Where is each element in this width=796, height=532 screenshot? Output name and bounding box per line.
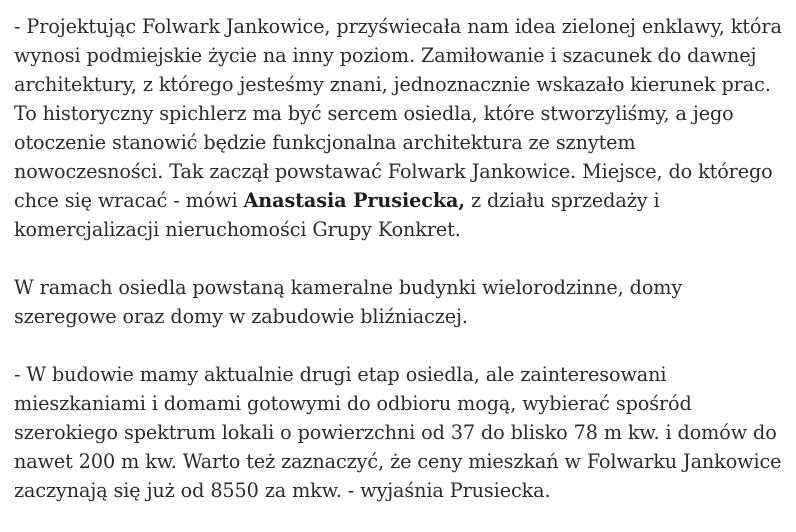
article-body — [14, 12, 789, 505]
paragraph-1-text-before: - Projektując Folwark Jankowice, przyświecała nam idea zielonej enklawy, która wynosi podmiejskie życie na inny poziom. Zamiłowanie i szacunek do dawnej architektury, z którego jesteśmy znani, jednoznacznie wskazało kierunek prac. To historyczny spichlerz ma być sercem osiedla, które stworzyliśmy, a jego otoczenie stanowić będzie funkcjonalna architektura ze sznytem nowoczesności. Tak zaczął powstawać Folwark Jankowice. Miejsce, do którego chce się wracać - mówi — [14, 15, 782, 212]
paragraph-1-text-after: z działu sprzedaży i komercjalizacji nieruchomości Grupy Konkret. — [14, 189, 660, 241]
speaker-name: Anastasia Prusiecka, — [243, 189, 465, 212]
paragraph-quote-prusiecka — [14, 12, 789, 244]
paragraph-building-types: W ramach osiedla powstaną kameralne budynki wielorodzinne, domy szeregowe oraz domy w zabudowie bliźniaczej. — [14, 276, 683, 328]
paragraph-construction-stage: - W budowie mamy aktualnie drugi etap osiedla, ale zainteresowani mieszkaniami i domami gotowymi do odbioru mogą, wybierać spośród szerokiego spektrum lokali o powierzchni od 37 do blisko 78 m kw. i domów do nawet 200 m kw. Warto też zaznaczyć, że ceny mieszkań w Folwarku Jankowice zaczynają się już od 8550 za mkw. - wyjaśnia Prusiecka. — [14, 363, 782, 502]
